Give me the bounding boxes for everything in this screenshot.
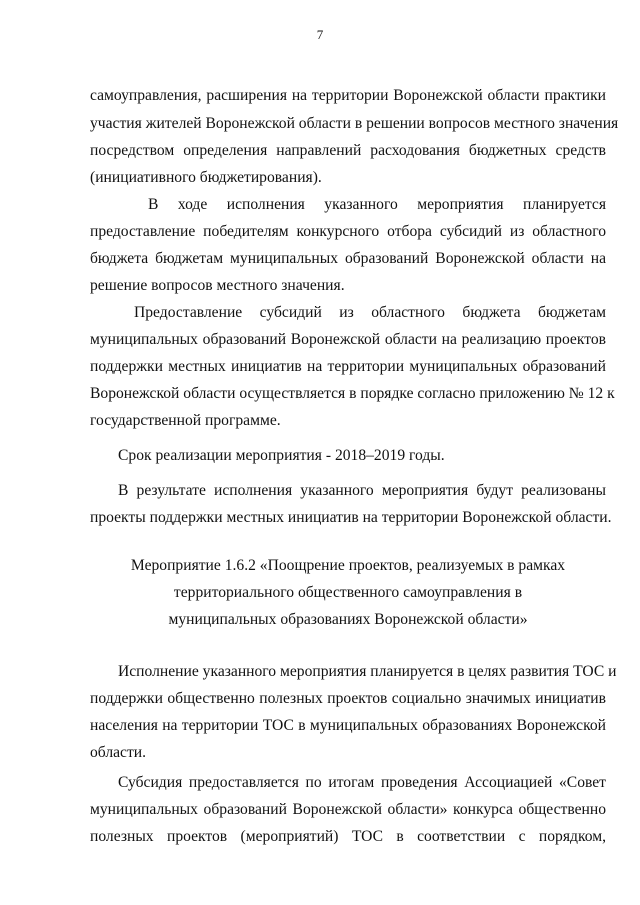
text-line: участия жителей Воронежской области в решении вопросов местного значения <box>90 115 619 132</box>
text-line: Субсидия предоставляется по итогам проведения Ассоциацией «Совет <box>118 774 606 791</box>
text-line: муниципальных образований Воронежской области на реализацию проектов <box>90 331 606 348</box>
heading-line: муниципальных образованиях Воронежской области» <box>168 611 528 628</box>
page-number: 7 <box>316 27 324 42</box>
text-line: Предоставление субсидий из областного бюджета бюджетам <box>134 304 606 321</box>
text-line: поддержки общественно полезных проектов социально значимых инициатив <box>90 690 606 707</box>
text-line: самоуправления, расширения на территории Воронежской области практики <box>90 87 606 104</box>
text-line: Воронежской области осуществляется в порядке согласно приложению № 12 к <box>90 385 615 402</box>
text-line: В результате исполнения указанного мероприятия будут реализованы <box>118 482 606 499</box>
text-line: государственной программе. <box>90 412 281 429</box>
text-line: области. <box>90 744 147 761</box>
text-line: проекты поддержки местных инициатив на территории Воронежской области. <box>90 509 612 526</box>
text-line: Срок реализации мероприятия - 2018–2019 годы. <box>118 447 445 464</box>
text-line: посредством определения направлений расходования бюджетных средств <box>90 142 606 159</box>
text-line: полезных проектов (мероприятий) ТОС в соответствии с порядком, <box>90 828 606 845</box>
text-line: предоставление победителям конкурсного отбора субсидий из областного <box>90 223 606 240</box>
text-line: Исполнение указанного мероприятия планируется в целях развития ТОС и <box>118 663 617 680</box>
heading-line: Мероприятие 1.6.2 «Поощрение проектов, реализуемых в рамках <box>130 557 566 574</box>
text-line: муниципальных образований Воронежской области» конкурса общественно <box>90 801 606 818</box>
text-line: В ходе исполнения указанного мероприятия планируется <box>148 196 606 213</box>
text-line: бюджета бюджетам муниципальных образований Воронежской области на <box>90 250 606 267</box>
heading-line: территориального общественного самоуправления в <box>173 584 523 601</box>
text-line: решение вопросов местного значения. <box>90 277 345 294</box>
text-line: (инициативного бюджетирования). <box>90 169 322 186</box>
text-line: поддержки местных инициатив на территории муниципальных образований <box>90 358 606 375</box>
text-line: населения на территории ТОС в муниципальных образованиях Воронежской <box>90 717 606 734</box>
